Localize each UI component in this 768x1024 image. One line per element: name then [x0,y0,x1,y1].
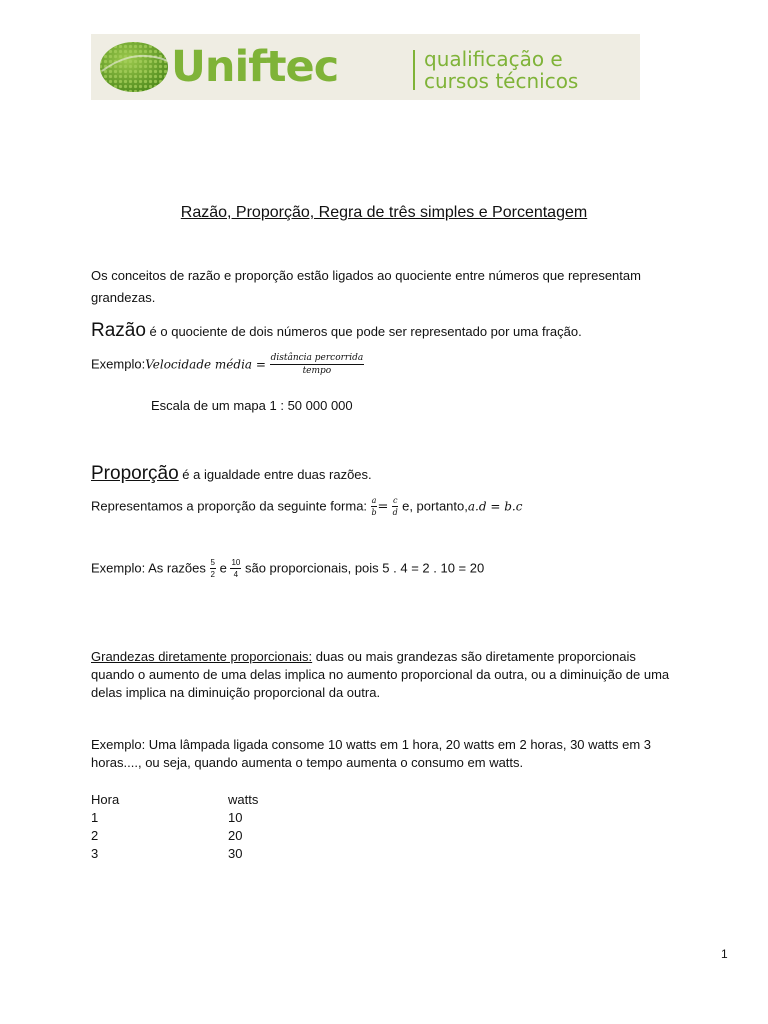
header-banner [91,34,640,100]
razao-example [91,354,364,376]
frac-a: a [371,496,377,505]
ratio-10-4-den: 4 [233,570,239,579]
title-text: Razão, Proporção, Regra de três simples e Porcentagem [180,204,588,221]
intro-line-1: Os conceitos de razão e proporção estão ligados ao quociente entre números que representam [91,268,641,283]
header-hora: Hora [91,792,120,807]
ratio-5-2 [210,559,216,579]
grandezas-line-1 [91,649,636,664]
ratio-5-2-den: 2 [210,570,215,579]
proporcao-example-label: Exemplo: As razões [91,560,206,576]
brand-tagline [424,48,578,92]
document-title [0,204,768,222]
frac-d: d [392,508,398,517]
proporcao-term: Proporção [91,463,179,484]
razao-example-label: Exemplo: [91,356,146,372]
razao-term: Razão [91,320,146,341]
logo-globe-icon [98,39,170,95]
frac-b: b [371,508,377,517]
velocity-numerator: distância percorrida [270,353,364,363]
intro-line-2: grandezas. [91,290,156,305]
table-row [91,845,391,863]
ratio-conjunction: e [219,560,227,576]
table-row [91,827,391,845]
represent-text: Representamos a proporção da seguinte forma: [91,498,368,514]
fraction-c-d [392,497,398,517]
proporcao-definition [91,463,372,485]
therefore-text: e, portanto, [402,498,468,514]
hours-watts-table [91,791,391,863]
header-watts: watts [228,792,259,807]
proporcao-definition-text: é a igualdade entre duas razões. [178,467,372,482]
cell-watts: 30 [228,846,243,861]
page-number: 1 [721,947,728,961]
cell-watts: 10 [228,810,243,825]
ratio-10-4-num: 10 [231,558,241,567]
tagline-line-1: qualificação e [424,47,563,71]
ratio-5-2-num: 5 [210,558,215,567]
frac-c: c [392,496,398,505]
proporcao-example [91,559,484,579]
proporcao-example-conclusion: são proporcionais, pois 5 . 4 = 2 . 10 = 20 [244,560,485,576]
grandezas-line-1-rest: duas ou mais grandezas são diretamente proporcionais [312,649,636,664]
tagline-line-2: cursos técnicos [424,69,579,93]
grandezas-line-3: delas implica na diminuição proporcional da outra. [91,685,381,700]
equals-sign: = [377,499,389,515]
razao-definition-text: é o quociente de dois números que pode ser representado por uma fração. [145,324,582,339]
grandezas-example-line-2: horas...., ou seja, quando aumenta o tempo aumenta o consumo em watts. [91,755,524,770]
brand-divider [413,50,415,90]
cell-hora: 3 [91,846,99,861]
brand-name: Uniftec [171,42,339,92]
grandezas-term: Grandezas diretamente proporcionais: [91,649,313,664]
cell-hora: 2 [91,828,99,843]
table-header-row [91,791,391,809]
grandezas-example-line-1: Exemplo: Uma lâmpada ligada consome 10 watts em 1 hora, 20 watts em 2 horas, 30 watts em 3 [91,737,651,752]
ratio-10-4 [230,559,241,579]
proporcao-representation [91,497,522,517]
velocity-denominator: tempo [302,366,332,376]
cross-product-formula: a.d = b.c [467,499,523,514]
grandezas-line-2: quando o aumento de uma delas implica no aumento proporcional da outra, ou a diminuição de uma [91,667,670,682]
table-row [91,809,391,827]
razao-definition [91,320,582,342]
velocity-fraction [270,354,365,376]
cell-hora: 1 [91,810,99,825]
cell-watts: 20 [228,828,243,843]
scale-example: Escala de um mapa 1 : 50 000 000 [151,398,353,413]
velocity-formula-lhs: Velocidade média = [145,357,266,372]
